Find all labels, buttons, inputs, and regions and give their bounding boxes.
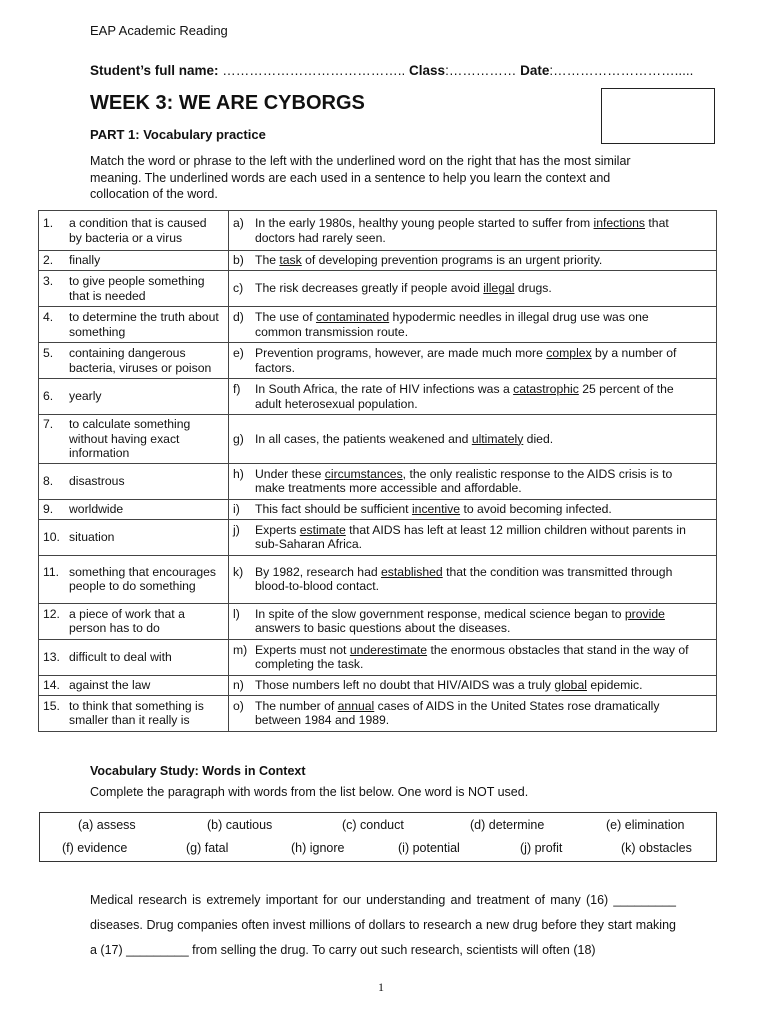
underlined-word: underestimate <box>349 642 428 657</box>
page-title: WEEK 3: WE ARE CYBORGS <box>90 92 365 114</box>
item-number: 12. <box>43 606 60 621</box>
item-letter: g) <box>233 431 244 446</box>
sentence-text <box>255 523 695 552</box>
item-number: 9. <box>43 501 54 516</box>
table-row <box>39 463 717 499</box>
sentence-post: hypodermic needles in illegal drug use was one common transmission route. <box>255 310 649 339</box>
sentence-pre: The use of <box>255 310 316 324</box>
word-option: (g) fatal <box>186 841 229 855</box>
sentence-cell <box>229 211 717 251</box>
word-option: (k) obstacles <box>621 841 692 855</box>
sentence-post: drugs. <box>514 281 552 296</box>
table-row <box>39 499 717 519</box>
date-blank: :………………………..... <box>549 63 694 78</box>
item-letter: l) <box>233 606 240 621</box>
sentence-text <box>255 216 695 245</box>
sentence-pre: Prevention programs, however, are made much more <box>255 346 547 360</box>
sentence-cell <box>229 307 717 343</box>
sentence-cell <box>229 603 717 639</box>
table-row <box>39 343 717 379</box>
item-number: 8. <box>43 473 54 488</box>
vocabulary-table <box>38 210 717 732</box>
underlined-word: illegal <box>483 281 515 296</box>
item-number: 14. <box>43 677 60 692</box>
item-letter: c) <box>233 281 244 296</box>
table-row <box>39 307 717 343</box>
definition-text: worldwide <box>69 501 124 516</box>
study-heading: Vocabulary Study: Words in Context <box>90 764 306 778</box>
item-letter: i) <box>233 501 240 516</box>
definition-cell <box>39 343 229 379</box>
table-row <box>39 415 717 464</box>
item-letter: b) <box>233 253 244 268</box>
table-row <box>39 675 717 695</box>
sentence-post: 25 percent of the adult heterosexual population. <box>255 382 674 411</box>
table-row <box>39 519 717 555</box>
sentence-pre: The risk decreases greatly if people avoid <box>255 281 484 296</box>
definition-text: yearly <box>69 389 102 404</box>
course-name: EAP Academic Reading <box>90 23 228 38</box>
sentence-pre: Experts must not <box>255 642 350 657</box>
definition-text: situation <box>69 529 115 544</box>
sentence-text <box>255 281 695 296</box>
sentence-text <box>255 643 695 672</box>
score-box <box>601 88 715 144</box>
sentence-post: , the only realistic response to the AIDS crisis is to make treatments more accessible and affordable. <box>255 466 673 495</box>
sentence-text <box>255 678 695 693</box>
definition-text: to give people something that is needed <box>69 274 205 303</box>
sentence-pre: In spite of the slow government response, medical science began to <box>255 606 625 621</box>
class-blank: :…………… <box>445 63 521 78</box>
definition-text: containing dangerous bacteria, viruses or poison <box>69 346 212 375</box>
item-number: 7. <box>43 417 54 431</box>
word-option: (i) potential <box>398 841 460 855</box>
sentence-post: to avoid becoming infected. <box>460 501 612 516</box>
instructions: Match the word or phrase to the left with the underlined word on the right that has the most similar meaning. The underlined words are each used in a sentence to help you learn the context and collocation of the word. <box>90 154 631 201</box>
definition-cell <box>39 379 229 415</box>
item-letter: f) <box>233 382 241 396</box>
sentence-pre: Under these <box>255 466 325 481</box>
sentence-cell <box>229 499 717 519</box>
sentence-cell <box>229 555 717 603</box>
table-row <box>39 555 717 603</box>
sentence-text <box>255 310 695 339</box>
study-instruction: Complete the paragraph with words from the list below. One word is NOT used. <box>90 785 529 799</box>
item-number: 4. <box>43 310 54 324</box>
underlined-word: global <box>554 677 587 692</box>
sentence-text <box>255 467 695 496</box>
underlined-word: catastrophic <box>513 382 579 396</box>
item-letter: a) <box>233 216 244 230</box>
sentence-pre: In all cases, the patients weakened and <box>255 431 472 446</box>
sentence-pre: Experts <box>255 522 300 537</box>
sentence-cell <box>229 675 717 695</box>
word-list-box <box>39 812 717 862</box>
definition-cell <box>39 271 229 307</box>
table-row <box>39 379 717 415</box>
definition-text: finally <box>69 253 101 268</box>
table-row <box>39 271 717 307</box>
sentence-post: by a number of factors. <box>255 346 677 375</box>
sentence-post: cases of AIDS in the United States rose dramatically between 1984 and 1989. <box>255 698 660 727</box>
table-row <box>39 695 717 731</box>
item-letter: k) <box>233 564 244 579</box>
item-letter: j) <box>233 522 240 537</box>
sentence-text <box>255 346 695 375</box>
item-number: 5. <box>43 346 54 360</box>
definition-text: a condition that is caused by bacteria or a virus <box>69 216 207 245</box>
sentence-cell <box>229 519 717 555</box>
sentence-post: answers to basic questions about the diseases. <box>255 621 511 635</box>
sentence-cell <box>229 251 717 271</box>
sentence-pre: Those numbers left no doubt that HIV/AIDS was a truly <box>255 677 555 692</box>
item-number: 15. <box>43 698 60 713</box>
sentence-post: of developing prevention programs is an urgent priority. <box>301 253 603 268</box>
word-option: (a) assess <box>78 818 136 832</box>
definition-text: to determine the truth about something <box>69 310 219 339</box>
definition-cell <box>39 415 229 464</box>
word-option: (d) determine <box>470 818 545 832</box>
underlined-word: circumstances <box>324 466 403 481</box>
definition-text: a piece of work that a person has to do <box>69 606 185 635</box>
sentence-text <box>255 607 695 636</box>
definition-cell <box>39 499 229 519</box>
item-letter: o) <box>233 698 244 713</box>
sentence-text <box>255 382 695 411</box>
item-letter: m) <box>233 642 248 657</box>
underlined-word: infections <box>593 216 646 230</box>
sentence-cell <box>229 639 717 675</box>
sentence-cell <box>229 271 717 307</box>
name-label: Student’s full name: <box>90 63 219 78</box>
underlined-word: provide <box>624 606 665 621</box>
item-number: 3. <box>43 274 54 288</box>
table-row <box>39 211 717 251</box>
underlined-word: estimate <box>299 522 346 537</box>
sentence-pre: In the early 1980s, healthy young people started to suffer from <box>255 216 594 230</box>
sentence-text <box>255 502 695 517</box>
name-blank: ………………………………….. <box>218 63 410 78</box>
item-number: 13. <box>43 649 60 664</box>
part-heading: PART 1: Vocabulary practice <box>90 127 266 142</box>
definition-text: difficult to deal with <box>69 649 172 664</box>
sentence-text <box>255 565 695 594</box>
sentence-post: that AIDS has left at least 12 million children without parents in sub-Saharan Africa. <box>255 522 686 551</box>
definition-cell <box>39 251 229 271</box>
item-number: 10. <box>43 529 60 544</box>
definition-text: to think that something is smaller than it really is <box>69 698 204 727</box>
underlined-word: ultimately <box>471 431 524 446</box>
item-letter: n) <box>233 677 244 692</box>
definition-cell <box>39 519 229 555</box>
word-option: (e) elimination <box>606 818 685 832</box>
underlined-word: task <box>279 253 302 268</box>
word-option: (b) cautious <box>207 818 273 832</box>
student-info-line <box>90 63 693 78</box>
definition-text: against the law <box>69 677 151 692</box>
class-label: Class <box>409 63 446 78</box>
definition-cell <box>39 695 229 731</box>
sentence-cell <box>229 415 717 464</box>
table-row <box>39 251 717 271</box>
table-row <box>39 639 717 675</box>
underlined-word: contaminated <box>315 310 390 324</box>
sentence-text <box>255 432 695 447</box>
definition-cell <box>39 639 229 675</box>
sentence-pre: This fact should be sufficient <box>255 501 412 516</box>
underlined-word: complex <box>546 346 592 360</box>
word-option: (h) ignore <box>291 841 345 855</box>
word-option: (f) evidence <box>62 841 128 855</box>
definition-text: disastrous <box>69 473 125 488</box>
sentence-text <box>255 253 695 268</box>
word-option: (c) conduct <box>342 818 404 832</box>
item-number: 6. <box>43 389 54 404</box>
item-number: 1. <box>43 216 54 230</box>
definition-cell <box>39 555 229 603</box>
word-option: (j) profit <box>520 841 563 855</box>
sentence-text <box>255 699 695 728</box>
sentence-pre: The number of <box>255 698 338 713</box>
sentence-pre: By 1982, research had <box>255 564 382 579</box>
definition-cell <box>39 307 229 343</box>
date-label: Date <box>520 63 550 78</box>
item-letter: e) <box>233 346 244 360</box>
sentence-cell <box>229 379 717 415</box>
cloze-paragraph: Medical research is extremely important for our understanding and treatment of many (16) _________ diseases. Drug companies often invest millions of dollars to research a new drug before they start making a (17) _________ from selling the drug. To carry out such research, scientists will often (18) <box>90 893 676 957</box>
sentence-post: that doctors had rarely seen. <box>255 216 669 245</box>
table-row <box>39 603 717 639</box>
page-number: 1 <box>378 980 384 994</box>
definition-cell <box>39 603 229 639</box>
sentence-post: that the condition was transmitted through blood-to-blood contact. <box>255 564 673 593</box>
definition-text: to calculate something without having exact information <box>69 417 191 460</box>
sentence-pre: In South Africa, the rate of HIV infections was a <box>255 382 514 396</box>
item-number: 2. <box>43 253 54 268</box>
item-letter: d) <box>233 310 244 324</box>
definition-text: something that encourages people to do something <box>69 564 217 593</box>
sentence-post: the enormous obstacles that stand in the way of completing the task. <box>255 642 689 671</box>
underlined-word: annual <box>337 698 375 713</box>
definition-cell <box>39 211 229 251</box>
sentence-cell <box>229 343 717 379</box>
sentence-post: epidemic. <box>586 677 643 692</box>
underlined-word: incentive <box>411 501 461 516</box>
sentence-post: died. <box>523 431 554 446</box>
underlined-word: established <box>381 564 443 579</box>
sentence-cell <box>229 695 717 731</box>
item-number: 11. <box>43 564 60 579</box>
definition-cell <box>39 463 229 499</box>
sentence-pre: The <box>255 253 280 268</box>
definition-cell <box>39 675 229 695</box>
item-letter: h) <box>233 466 244 481</box>
sentence-cell <box>229 463 717 499</box>
